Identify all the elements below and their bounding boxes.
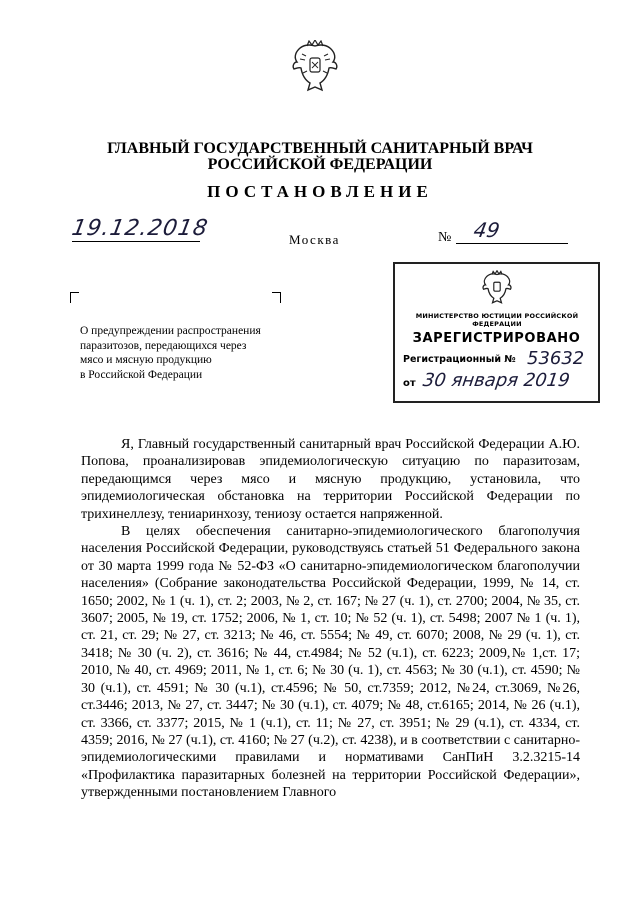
- subject-line: паразитозов, передающихся через: [80, 339, 247, 352]
- issuer-country: РОССИЙСКОЙ ФЕДЕРАЦИИ: [207, 156, 433, 173]
- stamp-emblem-icon: [481, 270, 513, 306]
- corner-bracket-right: [272, 292, 281, 303]
- city-label: Москва: [289, 232, 340, 247]
- body-paragraph-1: Я, Главный государственный санитарный врач Российской Федерации А.Ю. Попова, проанализировав эпидемиологическую ситуацию по паразитозам, передающимся через мясо и мясную продукцию, установила, что эпидемиологическая обстановка на территории Российской Федерации по трихинеллезу, тениаринхозу, тениозу остается напряженной.: [81, 437, 580, 522]
- handwritten-date: 19.12.2018: [69, 216, 211, 241]
- issuer-title: ГЛАВНЫЙ ГОСУДАРСТВЕННЫЙ САНИТАРНЫЙ ВРАЧ: [107, 140, 533, 157]
- subject-line: в Российской Федерации: [80, 368, 203, 381]
- document-subject: [80, 324, 310, 382]
- number-underline: [456, 243, 568, 244]
- document-body: [81, 436, 580, 802]
- stamp-status: ЗАРЕГИСТРИРОВАНО: [412, 331, 581, 346]
- handwritten-number: 49: [471, 218, 502, 242]
- body-paragraph-2: В целях обеспечения санитарно-эпидемиологического благополучия населения Российской Федерации, руководствуясь статьей 51 Федерального закона от 30 марта 1999 года № 52-ФЗ «О санитарно-эпидемиологическом благополучии населения» (Собрание законодательства Российской Федерации, 1999, № 14, ст. 1650; 2002, № 1 (ч. 1), ст. 2; 2003, № 2, ст. 167; № 27 (ч. 1), ст. 2700; 2004, № 35, ст. 3607; 2005, № 19, ст. 1752; 2006, № 1, ст. 10; № 52 (ч. 1), ст. 5498; 2007 № 1 (ч. 1), ст. 21, ст. 29; № 27, ст. 3213; № 46, ст. 5554; № 49, ст. 6070; 2008, № 29 (ч. 1), ст. 3418; № 30 (ч. 2), ст. 3616; № 44, ст.4984; № 52 (ч.1), ст. 6223; 2009,№ 1,ст. 17; 2010, № 40, ст. 4969; 2011, № 1, ст. 6; № 30 (ч. 1), ст. 4563; № 30 (ч.1), ст. 4590; № 30 (ч.1), ст. 4591; № 30 (ч.1), ст.4596; № 50, ст.7359; 2012, №24, ст.3069, №26, ст.3446; 2013, № 27, ст. 3447; № 30 (ч.1), ст. 4079; № 48, ст.6165; 2014, № 26 (ч.1), ст. 3366, ст. 3377; 2015, № 1 (ч.1), ст. 11; № 27, ст. 3951; № 29 (ч.1), ст. 4334, ст. 4359; 2016, № 27 (ч.1), ст. 4160; № 27 (ч.2), ст. 4238), и в соответствии с санитарно-эпидемиологическими правилами и нормативами СанПиН 3.2.3215-14 «Профилактика паразитарных болезней на территории Российской Федерации», утвержденными постановлением Главного: [81, 524, 580, 801]
- stamp-reg-number-label: Регистрационный №: [403, 354, 516, 365]
- subject-line: мясо и мясную продукцию: [80, 354, 212, 366]
- stamp-ministry-name: МИНИСТЕРСТВО ЮСТИЦИИ РОССИЙСКОЙ ФЕДЕРАЦИИ: [415, 312, 579, 328]
- registration-stamp: [393, 262, 600, 403]
- document-type-heading: ПОСТАНОВЛЕНИЕ: [207, 182, 433, 201]
- corner-bracket-left: [70, 292, 79, 303]
- stamp-date-label: от: [403, 378, 416, 389]
- coat-of-arms-emblem: [290, 40, 340, 94]
- stamp-date-value: 30 января 2019: [421, 370, 572, 391]
- number-label: №: [438, 230, 452, 245]
- stamp-reg-number: 53632: [527, 348, 585, 369]
- date-underline: [72, 241, 200, 242]
- subject-line: О предупреждении распространения: [80, 325, 261, 337]
